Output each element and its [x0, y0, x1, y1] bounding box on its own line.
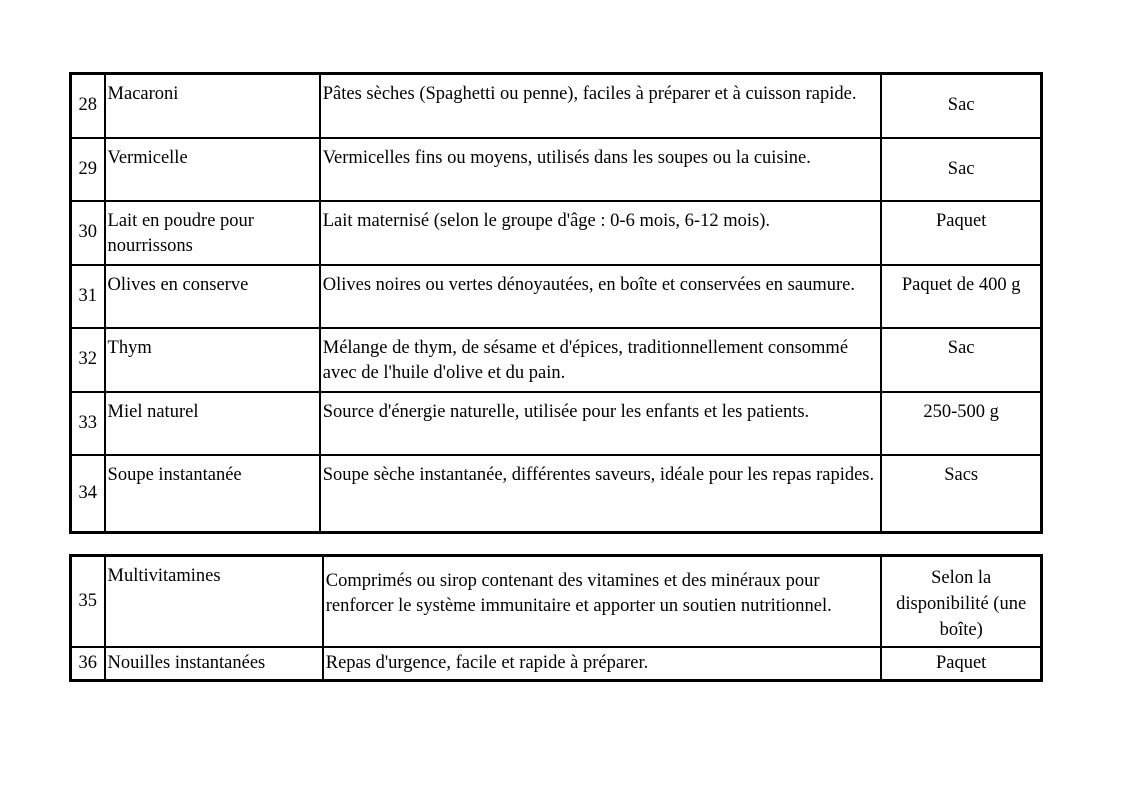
- item-number: 35: [71, 556, 105, 647]
- table-row: [71, 74, 1042, 138]
- item-unit: Sac: [881, 74, 1041, 138]
- table-row: [71, 201, 1042, 265]
- item-description: Lait maternisé (selon le groupe d'âge : 0-6 mois, 6-12 mois).: [320, 201, 882, 265]
- item-unit: Paquet: [881, 647, 1041, 681]
- item-description: Repas d'urgence, facile et rapide à préparer.: [323, 647, 882, 681]
- item-name: Olives en conserve: [105, 265, 320, 328]
- item-description: Soupe sèche instantanée, différentes saveurs, idéale pour les repas rapides.: [320, 455, 882, 533]
- item-name: Thym: [105, 328, 320, 392]
- item-number: 29: [71, 138, 105, 201]
- item-number: 31: [71, 265, 105, 328]
- item-number: 28: [71, 74, 105, 138]
- item-number: 33: [71, 392, 105, 455]
- item-name: Soupe instantanée: [105, 455, 320, 533]
- table-row: [71, 647, 1042, 681]
- item-number: 32: [71, 328, 105, 392]
- item-unit: Paquet: [881, 201, 1041, 265]
- item-description: Olives noires ou vertes dénoyautées, en boîte et conservées en saumure.: [320, 265, 882, 328]
- item-number: 34: [71, 455, 105, 533]
- item-unit: Selon la disponibilité (une boîte): [881, 556, 1041, 647]
- item-name: Miel naturel: [105, 392, 320, 455]
- item-description: Mélange de thym, de sésame et d'épices, traditionnellement consommé avec de l'huile d'olive et du pain.: [320, 328, 882, 392]
- item-number: 30: [71, 201, 105, 265]
- table-row: [71, 138, 1042, 201]
- item-unit: Paquet de 400 g: [881, 265, 1041, 328]
- item-unit: Sac: [881, 138, 1041, 201]
- table-row: [71, 265, 1042, 328]
- item-name: Vermicelle: [105, 138, 320, 201]
- item-description: Source d'énergie naturelle, utilisée pour les enfants et les patients.: [320, 392, 882, 455]
- item-number: 36: [71, 647, 105, 681]
- items-table-2: [69, 554, 1043, 682]
- items-table-1: [69, 72, 1043, 534]
- item-description: Vermicelles fins ou moyens, utilisés dans les soupes ou la cuisine.: [320, 138, 882, 201]
- item-description: Pâtes sèches (Spaghetti ou penne), faciles à préparer et à cuisson rapide.: [320, 74, 882, 138]
- table-row: [71, 455, 1042, 533]
- table-row: [71, 392, 1042, 455]
- item-name: Lait en poudre pour nourrissons: [105, 201, 320, 265]
- item-name: Nouilles instantanées: [105, 647, 323, 681]
- item-unit: Sacs: [881, 455, 1041, 533]
- table-row: [71, 328, 1042, 392]
- item-name: Multivitamines: [105, 556, 323, 647]
- item-unit: Sac: [881, 328, 1041, 392]
- item-name: Macaroni: [105, 74, 320, 138]
- table-row: [71, 556, 1042, 647]
- item-description: Comprimés ou sirop contenant des vitamines et des minéraux pour renforcer le système immunitaire et apporter un soutien nutritionnel.: [323, 556, 882, 647]
- item-unit: 250-500 g: [881, 392, 1041, 455]
